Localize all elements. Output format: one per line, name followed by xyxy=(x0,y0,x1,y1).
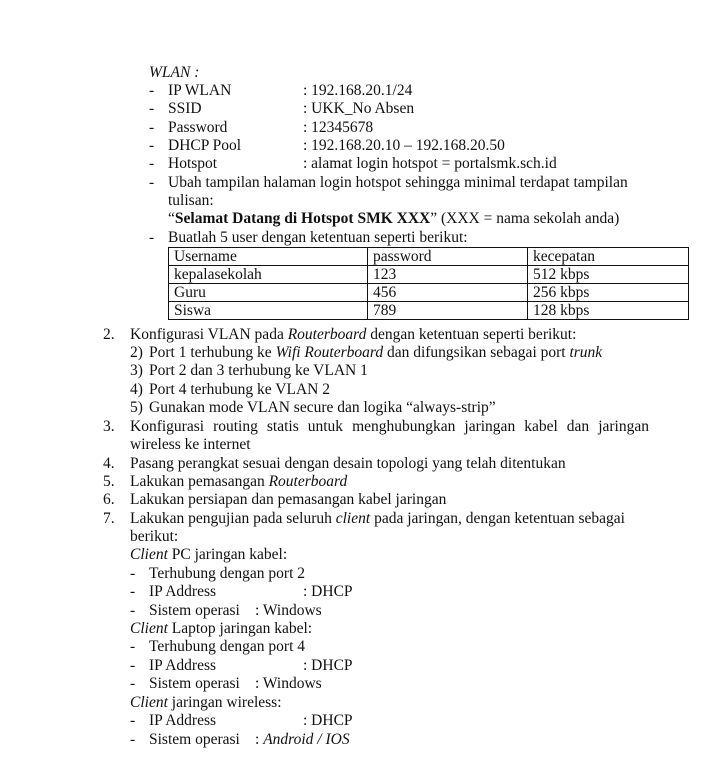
table-cell: kepalasekolah xyxy=(169,266,368,284)
wlan-ip-value: : 192.168.20.1/24 xyxy=(303,82,413,99)
substep-number: 3) xyxy=(130,362,143,379)
substep-number: 5) xyxy=(130,399,143,416)
client-laptop-heading: Client Laptop jaringan kabel: xyxy=(130,620,313,637)
bullet: - xyxy=(130,731,136,748)
client-wireless-ip-label: IP Address xyxy=(149,712,217,729)
step-number: 6. xyxy=(103,491,115,508)
client-pc-os-label: Sistem operasi xyxy=(149,602,240,619)
table-header-cell: password xyxy=(368,248,528,266)
bullet: - xyxy=(149,229,155,246)
login-welcome-text: Selamat Datang di Hotspot SMK XXX xyxy=(174,210,431,227)
wlan-dhcp-value: : 192.168.20.10 – 192.168.20.50 xyxy=(303,137,505,154)
wlan-dhcp-label: DHCP Pool xyxy=(168,137,242,154)
step-number: 2. xyxy=(103,326,115,343)
step-5-text: Lakukan pemasangan Routerboard xyxy=(130,473,348,490)
table-header-cell: kecepatan xyxy=(528,248,689,266)
client-pc-ip-value: : DHCP xyxy=(303,583,353,600)
table-header-cell: Username xyxy=(169,248,368,266)
client-pc-ip-label: IP Address xyxy=(149,583,217,600)
step-3-line2: wireless ke internet xyxy=(130,436,251,453)
client-wireless-heading: Client jaringan wireless: xyxy=(130,694,282,711)
wlan-ssid-value: : UKK_No Absen xyxy=(303,100,415,117)
bullet: - xyxy=(130,638,136,655)
bullet: - xyxy=(130,675,136,692)
client-laptop-ip-value: : DHCP xyxy=(303,657,353,674)
step-number: 7. xyxy=(103,510,115,527)
client-pc-port: Terhubung dengan port 2 xyxy=(149,565,306,582)
table-header-row xyxy=(169,248,689,266)
users-intro: Buatlah 5 user dengan ketentuan seperti berikut: xyxy=(168,229,468,246)
table-row xyxy=(169,302,689,320)
step-2-text: Konfigurasi VLAN pada Routerboard dengan ketentuan seperti berikut: xyxy=(130,326,577,343)
step-6-text: Lakukan persiapan dan pemasangan kabel jaringan xyxy=(130,491,447,508)
substep-text: Port 2 dan 3 terhubung ke VLAN 1 xyxy=(149,362,368,379)
step-number: 5. xyxy=(103,473,115,490)
bullet: - xyxy=(130,712,136,729)
bullet: - xyxy=(130,583,136,600)
bullet: - xyxy=(149,119,155,136)
table-cell: 512 kbps xyxy=(528,266,689,284)
substep-text: Port 1 terhubung ke Wifi Routerboard dan difungsikan sebagai port trunk xyxy=(149,344,603,361)
bullet: - xyxy=(149,100,155,117)
client-laptop-ip-label: IP Address xyxy=(149,657,217,674)
client-wireless-os-label: Sistem operasi xyxy=(149,731,240,748)
step-number: 4. xyxy=(103,455,115,472)
table-cell: Siswa xyxy=(169,302,368,320)
client-laptop-port: Terhubung dengan port 4 xyxy=(149,638,306,655)
substep-number: 2) xyxy=(130,344,143,361)
table-cell: 456 xyxy=(368,284,528,302)
client-wireless-os-value: : Android / IOS xyxy=(255,731,350,748)
bullet: - xyxy=(149,155,155,172)
login-page-quote: “Selamat Datang di Hotspot SMK XXX” (XXX = nama sekolah anda) xyxy=(168,210,620,227)
client-laptop-os-label: Sistem operasi xyxy=(149,675,240,692)
login-page-line2: tulisan: xyxy=(168,192,214,209)
step-7-line1: Lakukan pengujian pada seluruh client pada jaringan, dengan ketentuan sebagai xyxy=(130,510,625,527)
bullet: - xyxy=(130,565,136,582)
table-cell: 123 xyxy=(368,266,528,284)
step-4-text: Pasang perangkat sesuai dengan desain topologi yang telah ditentukan xyxy=(130,455,566,472)
step-7-line2: berikut: xyxy=(130,528,179,545)
wlan-ssid-label: SSID xyxy=(168,100,202,117)
bullet: - xyxy=(130,657,136,674)
wlan-hotspot-value: : alamat login hotspot = portalsmk.sch.id xyxy=(303,155,557,172)
bullet: - xyxy=(130,602,136,619)
table-row xyxy=(169,266,689,284)
wlan-password-value: : 12345678 xyxy=(303,119,374,136)
step-3-line1: Konfigurasi routing statis untuk menghubungkan jaringan kabel dan jaringan xyxy=(130,418,649,435)
table-row xyxy=(169,284,689,302)
substep-number: 4) xyxy=(130,381,143,398)
table-cell: 256 kbps xyxy=(528,284,689,302)
wlan-password-label: Password xyxy=(168,119,228,136)
table-cell: Guru xyxy=(169,284,368,302)
client-wireless-ip-value: : DHCP xyxy=(303,712,353,729)
table-cell: 128 kbps xyxy=(528,302,689,320)
users-table xyxy=(168,247,689,320)
substep-text: Port 4 terhubung ke VLAN 2 xyxy=(149,381,330,398)
bullet: - xyxy=(149,82,155,99)
client-pc-heading: Client PC jaringan kabel: xyxy=(130,546,288,563)
client-laptop-os-value: : Windows xyxy=(255,675,322,692)
client-pc-os-value: : Windows xyxy=(255,602,322,619)
bullet: - xyxy=(149,137,155,154)
step-number: 3. xyxy=(103,418,115,435)
login-page-line1: Ubah tampilan halaman login hotspot sehingga minimal terdapat tampilan xyxy=(168,174,628,191)
wlan-heading: WLAN : xyxy=(149,64,200,81)
table-cell: 789 xyxy=(368,302,528,320)
bullet: - xyxy=(149,174,155,191)
wlan-hotspot-label: Hotspot xyxy=(168,155,218,172)
substep-text: Gunakan mode VLAN secure dan logika “always-strip” xyxy=(149,399,496,416)
wlan-ip-label: IP WLAN xyxy=(168,82,232,99)
